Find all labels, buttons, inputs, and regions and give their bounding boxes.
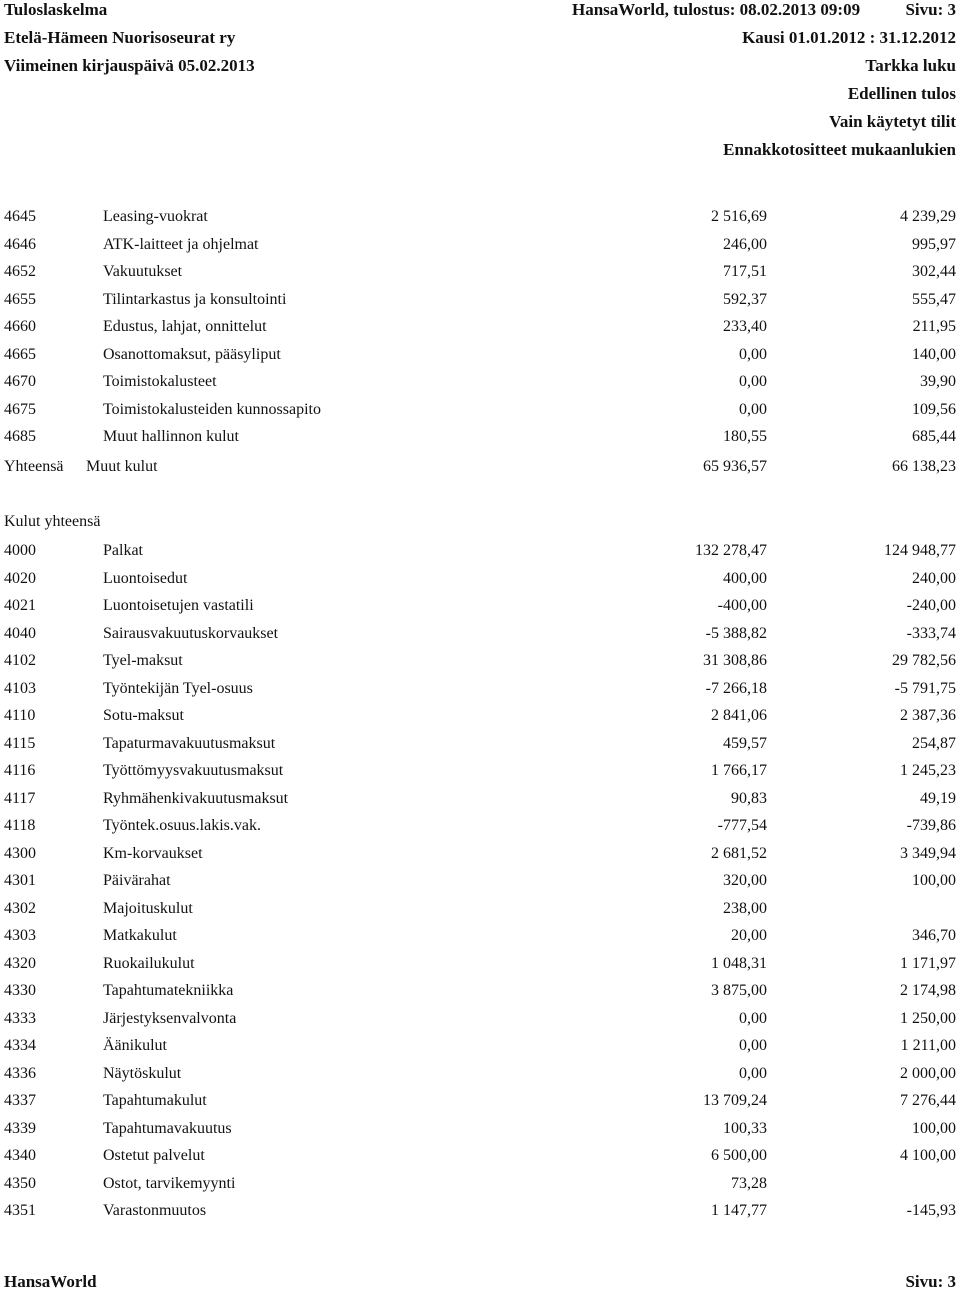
current-amount: -777,54 <box>717 817 767 834</box>
account-number: 4110 <box>4 707 36 724</box>
account-number: 4652 <box>4 263 36 280</box>
account-name: Tapahtumavakuutus <box>103 1119 232 1137</box>
account-number: 4118 <box>4 817 36 834</box>
current-amount: 1 147,77 <box>711 1202 767 1219</box>
previous-amount: 124 948,77 <box>884 542 956 559</box>
account-number: 4660 <box>4 318 36 335</box>
table-row <box>0 625 960 652</box>
table-row <box>0 1202 960 1229</box>
current-amount: 2 516,69 <box>711 208 767 225</box>
account-number: 4040 <box>4 624 36 642</box>
table-row <box>0 346 960 373</box>
period: Kausi 01.01.2012 : 31.12.2012 <box>742 28 956 47</box>
current-amount: 6 500,00 <box>711 1147 767 1164</box>
table-row <box>0 790 960 817</box>
footer-brand: HansaWorld <box>4 1272 97 1291</box>
current-amount: 13 709,24 <box>703 1092 767 1109</box>
account-number: 4646 <box>4 235 36 253</box>
account-name: Sotu-maksut <box>103 707 184 724</box>
option-used-accounts: Vain käytetyt tilit <box>829 112 956 131</box>
account-number: 4685 <box>4 428 36 445</box>
current-amount: 320,00 <box>723 872 767 889</box>
current-amount: 100,33 <box>723 1119 767 1137</box>
table-row <box>0 762 960 789</box>
account-name: Ruokailukulut <box>103 954 195 972</box>
table-row <box>0 542 960 569</box>
account-name: Tyel-maksut <box>103 652 183 669</box>
account-name: Osanottomaksut, pääsyliput <box>103 345 281 363</box>
table-row <box>0 208 960 235</box>
previous-amount: 685,44 <box>912 428 956 445</box>
current-amount: 246,00 <box>723 235 767 253</box>
account-number: 4303 <box>4 927 36 944</box>
previous-amount: 2 387,36 <box>900 707 956 724</box>
table-row <box>0 982 960 1009</box>
account-number: 4333 <box>4 1009 36 1027</box>
account-name: Ryhmähenkivakuutusmaksut <box>103 789 289 807</box>
previous-amount: 1 171,97 <box>900 954 956 972</box>
table-row <box>0 955 960 982</box>
current-amount: 31 308,86 <box>703 652 767 669</box>
table-row <box>0 1037 960 1064</box>
account-number: 4000 <box>4 542 36 559</box>
page-number-header: Sivu: 3 <box>905 0 956 19</box>
table-row <box>0 680 960 707</box>
report-title: Tuloslaskelma <box>4 0 108 19</box>
current-amount: 2 841,06 <box>711 707 767 724</box>
account-name: Ostetut palvelut <box>103 1147 205 1164</box>
account-number: 4350 <box>4 1174 36 1192</box>
account-number: 4655 <box>4 290 36 308</box>
account-number: 4115 <box>4 734 36 752</box>
current-amount: 1 766,17 <box>711 762 767 779</box>
account-number: 4320 <box>4 954 36 972</box>
previous-amount: 100,00 <box>912 872 956 889</box>
account-number: 4330 <box>4 982 36 999</box>
previous-amount: 995,97 <box>912 235 956 253</box>
previous-amount: -145,93 <box>906 1202 956 1219</box>
previous-amount: 29 782,56 <box>892 652 956 669</box>
table-row <box>0 318 960 345</box>
current-amount: 238,00 <box>723 899 767 917</box>
table-row <box>0 817 960 844</box>
account-name: Vakuutukset <box>103 263 183 280</box>
account-number: 4670 <box>4 373 36 390</box>
previous-amount: 3 349,94 <box>900 844 956 862</box>
account-number: 4645 <box>4 208 36 225</box>
account-number: 4336 <box>4 1064 36 1082</box>
account-number: 4021 <box>4 597 36 614</box>
current-amount: 0,00 <box>739 345 767 363</box>
current-amount: 3 875,00 <box>711 982 767 999</box>
table-row <box>0 570 960 597</box>
account-name: Muut hallinnon kulut <box>103 428 239 445</box>
table-row <box>0 735 960 762</box>
previous-amount: 1 245,23 <box>900 762 956 779</box>
current-amount: 20,00 <box>731 927 767 944</box>
table-row <box>0 597 960 624</box>
current-amount: -7 266,18 <box>705 679 767 697</box>
previous-amount: 346,70 <box>912 927 956 944</box>
account-number: 4020 <box>4 569 36 587</box>
previous-amount: 2 000,00 <box>900 1064 956 1082</box>
account-name: Näytöskulut <box>103 1064 182 1082</box>
account-name: Sairausvakuutuskorvaukset <box>103 624 279 642</box>
account-number: 4665 <box>4 345 36 363</box>
current-amount: 0,00 <box>739 373 767 390</box>
account-name: Palkat <box>103 542 143 559</box>
account-name: Työttömyysvakuutusmaksut <box>103 762 284 779</box>
previous-amount: 39,90 <box>920 373 956 390</box>
table-row <box>0 401 960 428</box>
previous-amount: 302,44 <box>912 263 956 280</box>
account-number: 4675 <box>4 400 36 418</box>
last-entry-label: Viimeinen kirjauspäivä <box>4 56 174 75</box>
current-amount: 1 048,31 <box>711 954 767 972</box>
current-amount: 0,00 <box>739 1064 767 1082</box>
account-number: 4102 <box>4 652 36 669</box>
table-row <box>0 900 960 927</box>
table-row <box>0 1175 960 1202</box>
current-amount: 592,37 <box>723 290 767 308</box>
current-amount: 459,57 <box>723 734 767 752</box>
previous-amount: 4 100,00 <box>900 1147 956 1164</box>
account-name: Työntek.osuus.lakis.vak. <box>103 817 261 834</box>
previous-amount: 140,00 <box>912 345 956 363</box>
account-number: 4351 <box>4 1202 36 1219</box>
last-entry-date: 05.02.2013 <box>178 56 255 75</box>
account-name: ATK-laitteet ja ohjelmat <box>103 235 259 253</box>
previous-amount: 2 174,98 <box>900 982 956 999</box>
account-number: 4337 <box>4 1092 36 1109</box>
table-row <box>0 652 960 679</box>
previous-amount: 254,87 <box>912 734 956 752</box>
table-row <box>0 263 960 290</box>
account-name: Majoituskulut <box>103 899 193 917</box>
account-number: 4302 <box>4 899 36 917</box>
account-name: Luontoisetujen vastatili <box>103 597 254 614</box>
account-number: 4339 <box>4 1119 36 1137</box>
footer-page-number: Sivu: 3 <box>905 1272 956 1291</box>
current-amount: 73,28 <box>731 1174 767 1192</box>
account-number: 4116 <box>4 762 36 779</box>
current-amount: 0,00 <box>739 400 767 418</box>
account-number: 4301 <box>4 872 36 889</box>
current-amount: 90,83 <box>731 789 767 807</box>
option-exact: Tarkka luku <box>865 56 956 75</box>
table-row <box>0 236 960 263</box>
previous-amount: -333,74 <box>906 624 956 642</box>
option-prepayments: Ennakkotositteet mukaanlukien <box>723 140 956 159</box>
total-name: Muut kulut <box>86 458 158 475</box>
section-title: Kulut yhteensä <box>4 513 101 530</box>
previous-amount: 240,00 <box>912 569 956 587</box>
account-number: 4300 <box>4 844 36 862</box>
previous-amount: 555,47 <box>912 290 956 308</box>
current-amount: 0,00 <box>739 1009 767 1027</box>
total-label: Yhteensä <box>4 458 64 475</box>
previous-amount: 4 239,29 <box>900 208 956 225</box>
current-amount: 717,51 <box>723 263 767 280</box>
organization-name: Etelä-Hämeen Nuorisoseurat ry <box>4 28 236 47</box>
account-name: Tapahtumatekniikka <box>103 982 234 999</box>
account-number: 4117 <box>4 789 36 807</box>
current-amount: 2 681,52 <box>711 844 767 862</box>
previous-amount: 7 276,44 <box>900 1092 956 1109</box>
account-number: 4340 <box>4 1147 36 1164</box>
last-entry-line <box>4 56 255 76</box>
previous-amount: -5 791,75 <box>894 679 956 697</box>
table-row <box>0 872 960 899</box>
account-name: Luontoisedut <box>103 569 188 587</box>
account-name: Varastonmuutos <box>103 1202 207 1219</box>
account-number: 4334 <box>4 1037 36 1054</box>
previous-amount: 49,19 <box>920 789 956 807</box>
table-row <box>0 1147 960 1174</box>
print-info: HansaWorld, tulostus: 08.02.2013 09:09 <box>572 0 861 19</box>
account-name: Tilintarkastus ja konsultointi <box>103 290 287 308</box>
option-previous-result: Edellinen tulos <box>847 84 956 103</box>
previous-amount: -240,00 <box>906 597 956 614</box>
current-amount: 0,00 <box>739 1037 767 1054</box>
table-row <box>0 927 960 954</box>
previous-amount: 109,56 <box>912 400 956 418</box>
table-row <box>0 1065 960 1092</box>
account-name: Edustus, lahjat, onnittelut <box>103 318 267 335</box>
previous-amount: 1 250,00 <box>900 1009 956 1027</box>
account-name: Toimistokalusteet <box>103 373 217 390</box>
account-name: Päivärahat <box>103 872 171 889</box>
current-amount: 180,55 <box>723 428 767 445</box>
previous-amount: 100,00 <box>912 1119 956 1137</box>
table-row <box>0 1010 960 1037</box>
account-number: 4103 <box>4 679 36 697</box>
account-name: Työntekijän Tyel-osuus <box>103 679 253 697</box>
previous-amount: 211,95 <box>912 318 956 335</box>
total-row <box>0 458 960 485</box>
account-name: Järjestyksenvalvonta <box>103 1009 237 1027</box>
previous-amount: -739,86 <box>906 817 956 834</box>
table-row <box>0 373 960 400</box>
account-name: Toimistokalusteiden kunnossapito <box>103 400 321 418</box>
account-name: Leasing-vuokrat <box>103 208 208 225</box>
current-amount: 233,40 <box>723 318 767 335</box>
account-name: Tapaturmavakuutusmaksut <box>103 734 276 752</box>
current-amount: -5 388,82 <box>705 624 767 642</box>
total-previous: 66 138,23 <box>892 458 956 475</box>
table-row <box>0 845 960 872</box>
table-row <box>0 291 960 318</box>
account-name: Ostot, tarvikemyynti <box>103 1174 236 1192</box>
current-amount: 132 278,47 <box>695 542 767 559</box>
table-row <box>0 707 960 734</box>
previous-amount: 1 211,00 <box>900 1037 956 1054</box>
table-row <box>0 1092 960 1119</box>
table-row <box>0 428 960 455</box>
table-row <box>0 1120 960 1147</box>
account-name: Km-korvaukset <box>103 844 203 862</box>
account-name: Tapahtumakulut <box>103 1092 207 1109</box>
account-name: Äänikulut <box>103 1037 167 1054</box>
current-amount: -400,00 <box>717 597 767 614</box>
current-amount: 400,00 <box>723 569 767 587</box>
total-current: 65 936,57 <box>703 458 767 475</box>
account-name: Matkakulut <box>103 927 177 944</box>
